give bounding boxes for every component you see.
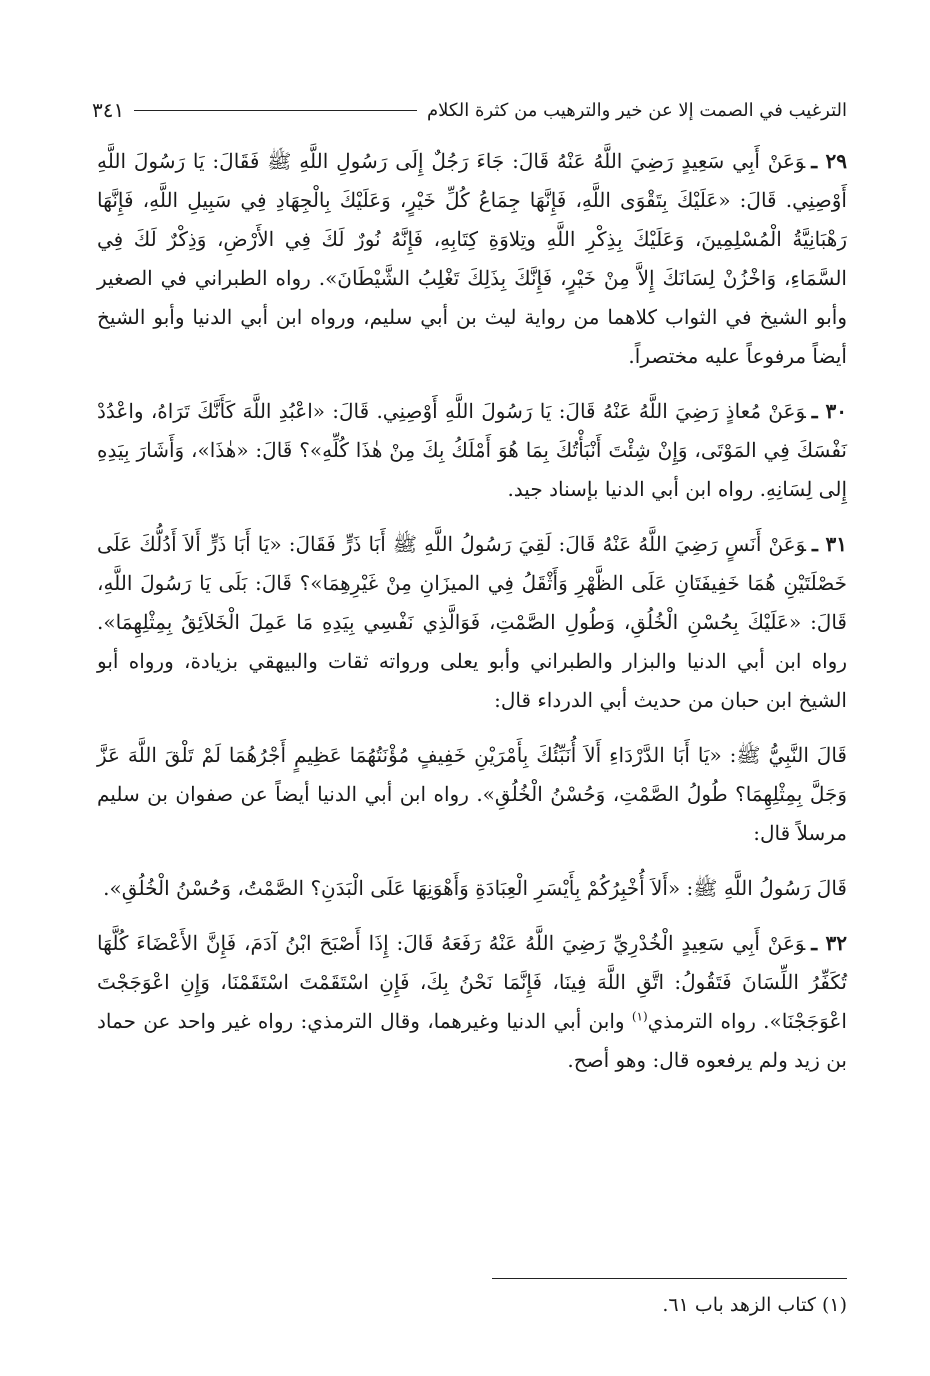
hadith-text: قَالَ رَسُولُ اللَّهِ ﷺ: «أَلاَ أُخْبِرُكُمْ بِأَيْسَرِ الْعِبَادَةِ وَأَهْوَنِهَا عَلَى الْبَدَنِ؟ الصَّمْتُ، وَحُسْنُ الْخُلُقِ».	[103, 876, 847, 900]
footnote-text: كتاب الزهد باب ٦١.	[662, 1294, 816, 1316]
hadith-30	[97, 392, 847, 509]
hadith-text: وَعَنْ أَنَسٍ رَضِيَ اللَّهُ عَنْهُ قَالَ: لَقِيَ رَسُولُ اللَّهِ ﷺ أَبَا ذَرٍّ فَقَالَ: «يَا أَبَا ذَرٍّ أَلاَ أَدُلُّكَ عَلَى خَصْلَتَيْنِ هُمَا خَفِيفَتَانِ عَلَى الظَّهْرِ وَأَثْقَلُ فِي الميزَانِ مِنْ غَيْرِهِمَا»؟ قَالَ: بَلَى يَا رَسُولَ اللَّهِ، قَالَ: «عَلَيْكَ بِحُسْنِ الْخُلُقِ، وَطُولِ الصَّمْتِ، فَوَالَّذِي نَفْسِي بِيَدِهِ مَا عَمِلَ الْخَلاَئِقُ بِمِثْلِهِمَا». رواه ابن أبي الدنيا والبزار والطبراني وأبو يعلى ورواته ثقات والبيهقي بزيادة، ورواه أبو الشيخ ابن حبان من حديث أبي الدرداء قال:	[97, 532, 847, 712]
hadith-number: ٣١ ـ	[811, 532, 847, 556]
hadith-text: وَعَنْ أَبِي سَعِيدٍ رَضِيَ اللَّهُ عَنْهُ قَالَ: جَاءَ رَجُلٌ إِلَى رَسُولِ اللَّهِ ﷺ فَقَالَ: يَا رَسُولَ اللَّهِ أَوْصِنِي. قَالَ: «عَلَيْكَ بِتَقْوَى اللَّهِ، فَإِنَّهَا جِمَاعُ كُلِّ خَيْرٍ، وَعَلَيْكَ بِالْجِهَادِ فِي سَبِيلِ اللَّهِ، فَإِنَّهَا رَهْبَانِيَّةُ الْمُسْلِمِينَ، وَعَلَيْكَ بِذِكْرِ اللَّهِ وتِلاوَةِ كِتَابِهِ، فَإِنَّهُ نُورٌ لَكَ فِي الأَرْضِ، وَذِكْرٌ لَكَ فِي السَّمَاءِ، وَاخْزُنْ لِسَانَكَ إِلاَّ مِنْ خَيْرٍ، فَإِنَّكَ بِذَلِكَ تَغْلِبُ الشَّيْطَانَ». رواه الطبراني في الصغير وأبو الشيخ في الثواب كلاهما من رواية ليث بن أبي سليم، ورواه ابن أبي الدنيا وأبو الشيخ أيضاً مرفوعاً عليه مختصراً.	[97, 149, 847, 368]
hadith-text: وَعَنْ مُعاذٍ رَضِيَ اللَّهُ عَنْهُ قَالَ: يَا رَسُولَ اللَّهِ أَوْصِنِي. قَالَ: «اعْبُدِ اللَّهَ كَأَنَّكَ تَرَاهُ، واعْدُدْ نَفْسَكَ فِي المَوْتَى، وَإِنْ شِئْتَ أَنْبَأْتُكَ بِمَا هُوَ أَمْلَكُ بِكَ مِنْ هٰذَا كُلِّهِ»؟ قَالَ: «هٰذَا»، وَأَشَارَ بِيَدِهِ إِلى لِسَانِهِ. رواه ابن أبي الدنيا بإسناد جيد.	[97, 399, 847, 501]
hadith-31-narration-a	[97, 736, 847, 853]
hadith-29	[97, 142, 847, 376]
hadith-text: قَالَ النَّبِيُّ ﷺ: «يَا أَبَا الدَّرْدَاءِ أَلاَ أُنَبِّئُكَ بِأَمْرَيْنِ خَفِيفٍ مُؤْنَتُهُمَا عَظِيمٍ أَجْرُهُمَا لَمْ تَلْقَ اللَّهَ عَزَّ وَجَلَّ بِمِثْلِهِمَا؟ طُولُ الصَّمْتِ، وَحُسْنُ الْخُلُقِ». رواه ابن أبي الدنيا أيضاً عن صفوان بن سليم مرسلاً قال:	[97, 743, 847, 845]
running-header	[92, 90, 847, 130]
header-rule	[134, 110, 417, 111]
hadith-number: ٣٢ ـ	[811, 931, 847, 955]
footnote-marker: (١)	[821, 1294, 847, 1316]
page-body	[97, 142, 847, 1096]
hadith-text-continued: وابن أبي الدنيا وغيرهما، وقال الترمذي: رواه غير واحد عن حماد بن زيد ولم يرفعوه قال: وهو أصح.	[97, 1009, 847, 1072]
hadith-text: وَعَنْ أَبِي سَعِيدٍ الْخُدْرِيِّ رَضِيَ اللَّهُ عَنْهُ رَفَعَهُ قَالَ: إِذَا أَصْبَحَ ابْنُ آدَمَ، فَإِنَّ الأَعْضَاءَ كُلَّهَا تُكَفِّرُ اللِّسَانَ فَتَقُولُ: اتَّقِ اللَّهَ فِينَا، فَإِنَّمَا نَحْنُ بِكَ، فَإِنِ اسْتَقَمْتَ اسْتَقَمْنَا، وَإِنِ اعْوَجَجْتَ اعْوَجَجْنَا». رواه الترمذي	[97, 931, 847, 1033]
hadith-number: ٢٩ ـ	[811, 149, 847, 173]
hadith-32	[97, 924, 847, 1080]
hadith-number: ٣٠ ـ	[811, 399, 847, 423]
footnote-separator	[492, 1278, 847, 1279]
footnote	[97, 1290, 847, 1320]
hadith-31-narration-b	[97, 869, 847, 908]
header-title: الترغيب في الصمت إلا عن خير والترهيب من كثرة الكلام	[426, 99, 847, 121]
footnote-reference[interactable]: (١)	[631, 1009, 648, 1024]
page-number: ٣٤١	[92, 98, 125, 122]
hadith-31	[97, 525, 847, 720]
